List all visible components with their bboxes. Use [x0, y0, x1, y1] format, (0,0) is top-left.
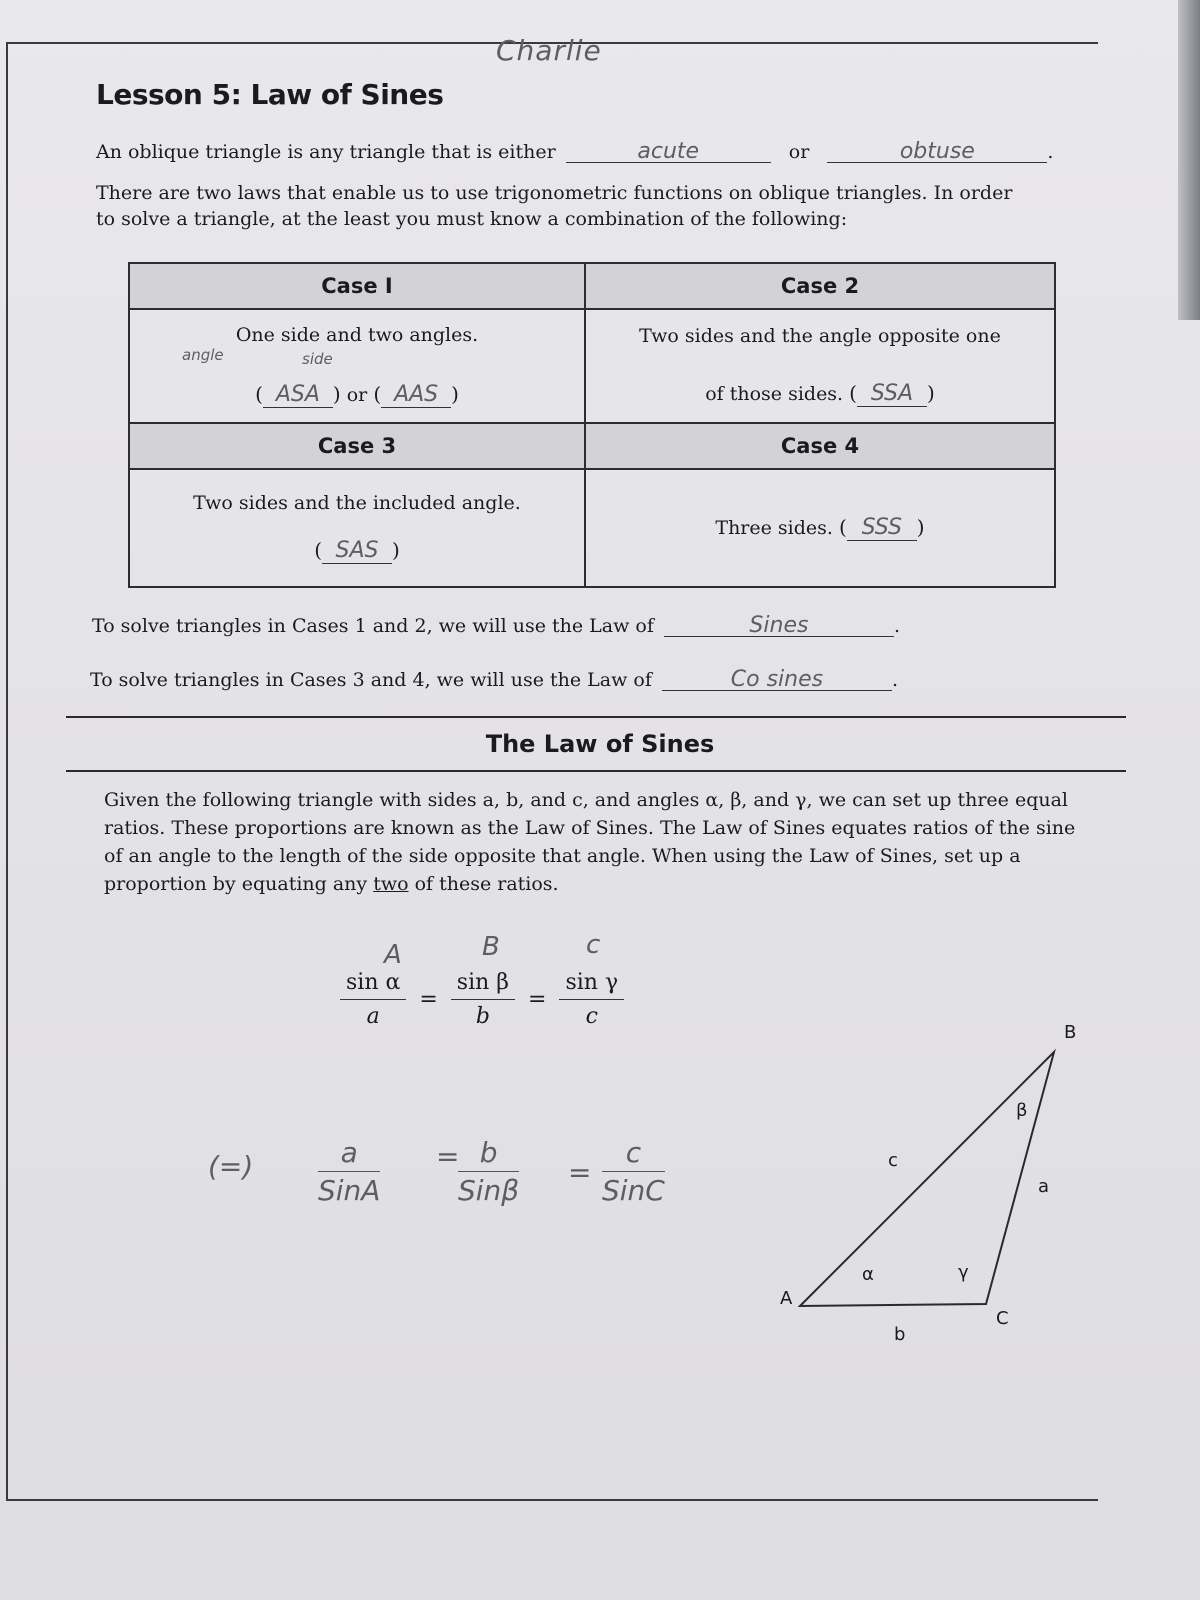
handwritten-ratio-b: b Sinβ [458, 1136, 520, 1207]
case1-cell: angle side One side and two angles. ( ASA ) or ( AAS ) [129, 309, 585, 423]
case3-cell: Two sides and the included angle. ( SAS ) [129, 469, 585, 587]
answer-sines: Sines [749, 613, 809, 638]
answer-cosines: Co sines [730, 667, 824, 692]
section-title: The Law of Sines [485, 730, 715, 758]
side-b: b [894, 1324, 906, 1345]
answer-acute: acute [637, 139, 700, 164]
case2-text-b: of those sides. [705, 383, 844, 405]
law-para-a: Given the following triangle with sides a, b, and c, and angles α, β, and γ, we can set up three equal ratios. These proportions are known as the Law of Sines. The Law of Sines equates ratios of the sine of an angle to the length of the side opposite that angle. When using the Law of Sines, set up a proportion by equating any [104, 789, 1076, 895]
law1-text: To solve triangles in Cases 1 and 2, we will use the Law of [92, 615, 654, 637]
oblique-definition: An oblique triangle is any triangle that is either acute or obtuse . [96, 139, 1054, 164]
case3-header: Case 3 [129, 423, 585, 469]
law-para-b: of these ratios. [408, 873, 559, 895]
handwritten-ratio-c: c SinC [602, 1136, 665, 1207]
law-cases-3-4: To solve triangles in Cases 3 and 4, we will use the Law of Co sines . [90, 667, 898, 692]
case1-header: Case I [129, 263, 585, 309]
triangle-shape [800, 1052, 1054, 1306]
handwritten-equivalent: (=) [208, 1150, 254, 1183]
student-name: Charlie [496, 34, 602, 67]
intro-paragraph: There are two laws that enable us to use trigonometric functions on oblique triangles. In order to solve a triangle, at the least you must know a combination of the following: [96, 182, 1013, 230]
or-text: or [788, 141, 810, 163]
vertex-A: A [780, 1288, 793, 1309]
case1-text: One side and two angles. [235, 324, 479, 346]
answer-ssa: SSA [857, 381, 927, 407]
law2-text: To solve triangles in Cases 3 and 4, we will use the Law of [90, 669, 652, 691]
law-para-two: two [373, 873, 409, 895]
answer-sss: SSS [847, 515, 917, 541]
handwritten-eq-1: = [436, 1140, 460, 1173]
annotation-C: c [586, 930, 601, 960]
note-angle: angle [182, 346, 224, 364]
case4-cell: Three sides. ( SSS ) [585, 469, 1055, 587]
equals-sign: = [419, 987, 438, 1012]
answer-sas: SAS [322, 538, 392, 564]
lesson-title: Lesson 5: Law of Sines [96, 78, 444, 111]
angle-alpha: α [862, 1264, 874, 1285]
answer-asa: ASA [263, 382, 333, 408]
case4-header: Case 4 [585, 423, 1055, 469]
side-a: a [1038, 1176, 1050, 1197]
annotation-B: B [482, 932, 500, 962]
case1-or: or [346, 384, 368, 406]
annotation-A: A [384, 940, 402, 970]
side-c: c [888, 1150, 898, 1171]
ratio-alpha: $\frac{\text{sin α}}{a}$ [340, 970, 406, 1029]
angle-beta: β [1016, 1100, 1028, 1121]
handwritten-eq-2: = [568, 1156, 592, 1189]
case4-text: Three sides. [715, 517, 833, 539]
vertex-B: B [1064, 1022, 1077, 1043]
vertex-C: C [996, 1308, 1009, 1329]
answer-aas: AAS [381, 382, 451, 408]
angle-gamma: γ [958, 1262, 969, 1283]
case3-text: Two sides and the included angle. [193, 492, 521, 514]
law-cases-1-2: To solve triangles in Cases 1 and 2, we will use the Law of Sines . [92, 613, 900, 638]
note-side: side [302, 350, 333, 368]
equals-sign: = [528, 987, 547, 1012]
case2-header: Case 2 [585, 263, 1055, 309]
ratio-gamma: $\frac{\text{sin γ}}{c}$ [559, 970, 624, 1029]
case2-cell: Two sides and the angle opposite one of those sides. ( SSA ) [585, 309, 1055, 423]
handwritten-ratio-a: a SinA [318, 1136, 381, 1207]
answer-obtuse: obtuse [899, 139, 975, 164]
oblique-text: An oblique triangle is any triangle that is either [96, 141, 556, 163]
case2-text-a: Two sides and the angle opposite one [639, 325, 1001, 347]
ratio-beta: $\frac{\text{sin β}}{b}$ [451, 970, 515, 1029]
